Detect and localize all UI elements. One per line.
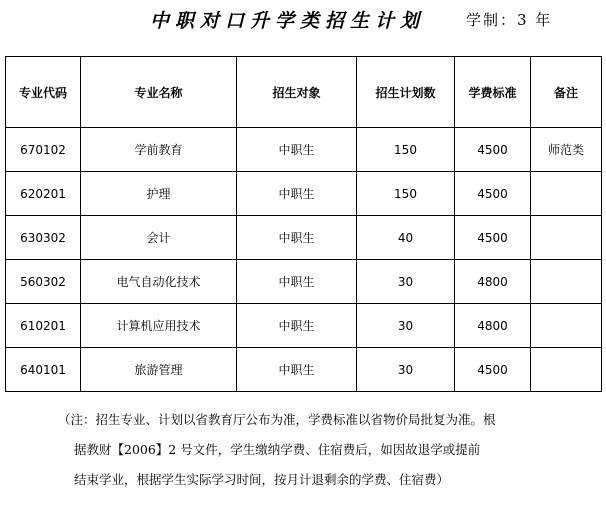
cell-name: 会计 [81, 216, 237, 260]
study-duration: 学制：3 年 [466, 11, 553, 29]
cell-quota: 150 [357, 172, 455, 216]
cell-fee: 4500 [455, 172, 531, 216]
footnote-line: （注：招生专业、计划以省教育厅公布为准，学费标准以省物价局批复为准。根 [58, 412, 496, 427]
cell-note [531, 260, 602, 304]
cell-quota: 30 [357, 348, 455, 392]
col-header-note: 备注 [531, 57, 602, 128]
col-header-code: 专业代码 [6, 57, 81, 128]
table-row [6, 172, 602, 216]
cell-target: 中职生 [237, 348, 357, 392]
table-row [6, 216, 602, 260]
cell-note [531, 304, 602, 348]
cell-name: 护理 [81, 172, 237, 216]
enrollment-plan-table [5, 56, 602, 392]
cell-note [531, 172, 602, 216]
page-title: 中职对口升学类招生计划 [150, 10, 426, 32]
cell-target: 中职生 [237, 260, 357, 304]
cell-target: 中职生 [237, 172, 357, 216]
cell-code: 670102 [6, 128, 81, 172]
table-row [6, 128, 602, 172]
col-header-fee: 学费标准 [455, 57, 531, 128]
cell-name: 计算机应用技术 [81, 304, 237, 348]
col-header-name: 专业名称 [81, 57, 237, 128]
table-row [6, 260, 602, 304]
cell-code: 630302 [6, 216, 81, 260]
cell-note [531, 216, 602, 260]
cell-target: 中职生 [237, 304, 357, 348]
cell-name: 电气自动化技术 [81, 260, 237, 304]
cell-target: 中职生 [237, 128, 357, 172]
table-row [6, 348, 602, 392]
cell-quota: 40 [357, 216, 455, 260]
col-header-target: 招生对象 [237, 57, 357, 128]
table-row [6, 304, 602, 348]
col-header-quota: 招生计划数 [357, 57, 455, 128]
cell-fee: 4800 [455, 304, 531, 348]
cell-quota: 30 [357, 304, 455, 348]
cell-quota: 30 [357, 260, 455, 304]
cell-fee: 4500 [455, 348, 531, 392]
cell-name: 旅游管理 [81, 348, 237, 392]
cell-target: 中职生 [237, 216, 357, 260]
cell-fee: 4800 [455, 260, 531, 304]
footnote [58, 405, 603, 495]
cell-code: 560302 [6, 260, 81, 304]
cell-fee: 4500 [455, 216, 531, 260]
cell-code: 640101 [6, 348, 81, 392]
cell-code: 620201 [6, 172, 81, 216]
cell-fee: 4500 [455, 128, 531, 172]
cell-note: 师范类 [531, 128, 602, 172]
cell-name: 学前教育 [81, 128, 237, 172]
footnote-line: 结束学业，根据学生实际学习时间，按月计退剩余的学费、住宿费） [74, 472, 450, 487]
cell-code: 610201 [6, 304, 81, 348]
cell-quota: 150 [357, 128, 455, 172]
table-header-row [6, 57, 602, 128]
footnote-line: 据教财【2006】2 号文件，学生缴纳学费、住宿费后，如因故退学或提前 [74, 442, 481, 457]
cell-note [531, 348, 602, 392]
header [0, 6, 606, 32]
